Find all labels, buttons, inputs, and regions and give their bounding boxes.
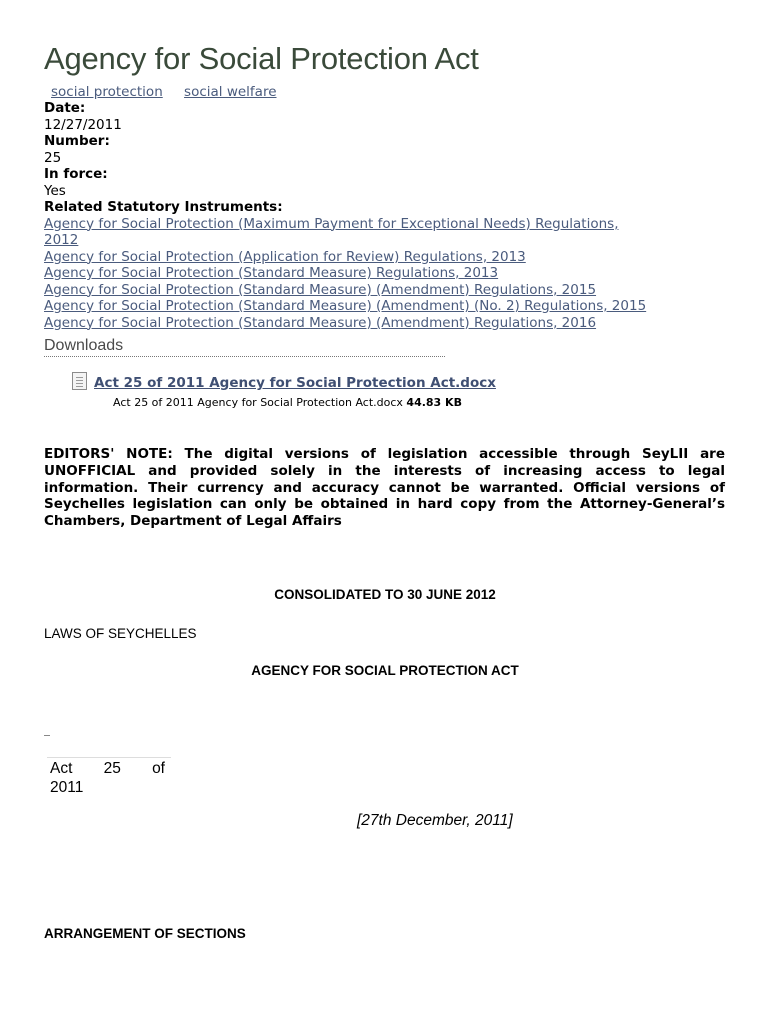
date-label: Date: [44,100,86,116]
act-title-heading: AGENCY FOR SOCIAL PROTECTION ACT [251,663,519,678]
related-instrument-link[interactable]: Agency for Social Protection (Standard Measure) (Amendment) (No. 2) Regulations, 2015 [44,298,647,314]
page-title: Agency for Social Protection Act [44,41,479,76]
act-ref-word: of [152,760,165,777]
download-file-size: 44.83 KB [406,396,462,409]
tag-list [51,84,294,100]
download-file-link[interactable]: Act 25 of 2011 Agency for Social Protection Act.docx [94,375,496,391]
act-ref-word: Act [50,760,73,777]
tag-social-welfare[interactable]: social welfare [184,84,277,100]
downloads-heading: Downloads [44,337,445,357]
divider [44,735,50,736]
tag-social-protection[interactable]: social protection [51,84,163,100]
act-ref-year: 2011 [50,779,84,796]
download-file-name: Act 25 of 2011 Agency for Social Protection Act.docx [113,396,403,409]
act-ref-number: 25 [103,760,121,777]
related-instrument-link[interactable]: Agency for Social Protection (Application for Review) Regulations, 2013 [44,248,526,265]
in-force-label: In force: [44,166,108,182]
act-reference [47,757,171,797]
document-icon [72,372,87,390]
metadata-block [44,100,646,331]
related-instrument-link[interactable]: Agency for Social Protection (Standard Measure) Regulations, 2013 [44,265,499,281]
arrangement-heading: ARRANGEMENT OF SECTIONS [44,926,246,941]
number-label: Number: [44,133,110,149]
related-instrument-link[interactable]: Agency for Social Protection (Standard Measure) (Amendment) Regulations, 2016 [44,314,597,331]
download-item [72,372,496,391]
enactment-date: [27th December, 2011] [357,812,513,829]
consolidated-heading: CONSOLIDATED TO 30 JUNE 2012 [274,587,496,602]
laws-heading: LAWS OF SEYCHELLES [44,626,197,641]
related-instrument-link[interactable]: Agency for Social Protection (Maximum Payment for Exceptional Needs) Regulations, [44,215,619,232]
related-instruments-label: Related Statutory Instruments: [44,199,283,215]
in-force-value: Yes [44,182,66,199]
related-instrument-link[interactable]: Agency for Social Protection (Standard Measure) (Amendment) Regulations, 2015 [44,281,597,298]
editors-note: EDITORS' NOTE: The digital versions of legislation accessible through SeyLII are UNOFFICIAL and provided solely in the interests of increasing access to legal information. Their currency and accuracy cannot be warranted. Official versions of Seychelles legislation can only be obtained in hard copy from the Attorney-General’s Chambers, Department of Legal Affairs [44,446,725,530]
number-value: 25 [44,149,62,166]
download-file-info [113,396,462,409]
related-instrument-link[interactable]: 2012 [44,232,79,248]
date-value: 12/27/2011 [44,116,122,133]
